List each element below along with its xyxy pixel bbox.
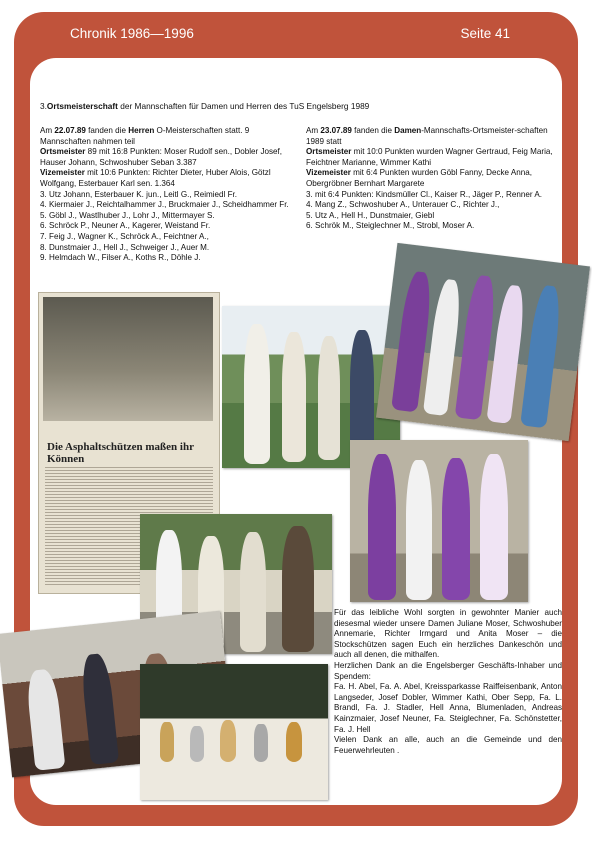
photo-person bbox=[80, 653, 119, 765]
section-title-bold: Ortsmeisterschaft bbox=[46, 101, 118, 111]
photo-person bbox=[282, 526, 314, 652]
chronicle-title: Chronik 1986—1996 bbox=[70, 26, 194, 41]
thanks-paragraph-sponsors-list: Fa. H. Abel, Fa. A. Abel, Kreissparkasse Raiffeisenbank, Anton Langseder, Josef Dobler, Wimmer Kathi, Ober Sepp, Fa. L. Brandl, Fa. J. Stadler, Hell Anna, Blumenladen, Andreas Kainzmaier, Josef Neuner, Fa. Steiglechner, Fa. Schönstetter, Fa. J. Hell bbox=[334, 682, 562, 734]
photo-person bbox=[442, 458, 470, 600]
women-place-3: 3. mit 6:4 Punkten: Kindsmüller Cl., Kaiser R., Jäger P., Renner A. bbox=[306, 189, 543, 199]
clipping-photo bbox=[43, 297, 213, 421]
photo-prize-table bbox=[140, 664, 328, 800]
photo-prize bbox=[254, 724, 268, 762]
women-champion: Ortsmeister mit 10:0 Punkten wurden Wagner Gertraud, Feig Maria, Feichtner Marianne, Wimmer Kathi bbox=[306, 147, 553, 167]
men-place-6: 6. Schröck P., Neuner A., Kagerer, Weistand Fr. bbox=[40, 221, 211, 231]
thanks-paragraph-final: Vielen Dank an alle, auch an die Gemeinde und den Feuerwehrleuten . bbox=[334, 735, 562, 755]
women-place-4: 4. Mang Z., Schwoshuber A., Unterauer C., Richter J., bbox=[306, 200, 500, 210]
men-place-9: 9. Helmdach W., Filser A., Koths R., Döhle J. bbox=[40, 253, 201, 263]
photo-women-champions bbox=[350, 440, 528, 602]
photo-person bbox=[520, 284, 563, 428]
photo-person bbox=[406, 460, 432, 600]
women-intro: Am 23.07.89 fanden die Damen-Mannschafts-Ortsmeister-schaften 1989 statt bbox=[306, 126, 548, 146]
photo-person bbox=[318, 336, 340, 460]
section-title-rest: der Mannschaften für Damen und Herren des TuS Engelsberg 1989 bbox=[117, 101, 370, 111]
women-place-6: 6. Schrök M., Steiglechner M., Strobl, Moser A. bbox=[306, 221, 475, 231]
men-champion: Ortsmeister 89 mit 16:8 Punkten: Moser Rudolf sen., Dobler Josef, Hauser Johann, Schwoshuber Seban 3.387 bbox=[40, 147, 283, 167]
men-runner-up: Vizemeister mit 10:6 Punkten: Richter Dieter, Huber Alois, Götzl Wolfgang, Esterbauer Karl sen. 1.364 bbox=[40, 168, 271, 188]
men-place-5: 5. Göbl J., Wastlhuber J., Lohr J., Mittermayer S. bbox=[40, 210, 215, 220]
section-title bbox=[40, 101, 560, 111]
thanks-paragraph-sponsors-intro: Herzlichen Dank an die Engelsberger Geschäfts-Inhaber und Spendem: bbox=[334, 660, 562, 681]
men-place-4: 4. Kiermaier J., Reichtalhammer J., Bruckmaier J., Scheidhammer Fr. bbox=[40, 200, 289, 210]
photo-prize bbox=[160, 722, 174, 762]
men-place-3: 3. Utz Johann, Esterbauer K. jun., Leitl G., Reimiedl Fr. bbox=[40, 189, 238, 199]
women-place-5: 5. Utz A., Hell H., Dunstmaier, Giebl bbox=[306, 210, 435, 220]
clipping-headline: Die Asphaltschützen maßen ihr Können bbox=[47, 441, 194, 465]
page-number: Seite 41 bbox=[460, 26, 510, 41]
men-intro: Am 22.07.89 fanden die Herren O-Meisterschaften statt. 9 Mannschaften nahmen teil bbox=[40, 126, 250, 146]
photo-person bbox=[480, 454, 508, 600]
thanks-paragraph-catering: Für das leibliche Wohl sorgten in gewohnter Manier auch diesesmal wieder unsere Damen Juliane Moser, Schwoshuber Annemarie, Richter Irmgard und Anita Moser – die Stockschützen sagen Euch ein herzliches Dankeschön und auch all denen, die mithalfen. bbox=[334, 608, 562, 660]
men-results-column bbox=[40, 126, 295, 264]
photo-person bbox=[282, 332, 306, 462]
photo-prize bbox=[286, 722, 302, 762]
thanks-section bbox=[334, 608, 562, 756]
men-place-8: 8. Dunstmaier J., Hell J., Schweiger J., Auer M. bbox=[40, 242, 210, 252]
women-results-column bbox=[306, 126, 558, 232]
photo-prize bbox=[190, 726, 204, 762]
men-place-7: 7. Feig J., Wagner K., Schröck A., Feichtner A., bbox=[40, 231, 209, 241]
photo-prize bbox=[220, 720, 236, 762]
photo-person bbox=[240, 532, 266, 652]
photo-person bbox=[368, 454, 396, 600]
photo-person bbox=[244, 324, 270, 464]
photo-person bbox=[25, 668, 65, 771]
women-runner-up: Vizemeister mit 6:4 Punkten wurden Göbl Fanny, Decke Anna, Obergröbner Bernhart Margarete bbox=[306, 168, 533, 188]
photo-women-team-group bbox=[376, 243, 590, 441]
section-number: 3. bbox=[40, 101, 47, 111]
